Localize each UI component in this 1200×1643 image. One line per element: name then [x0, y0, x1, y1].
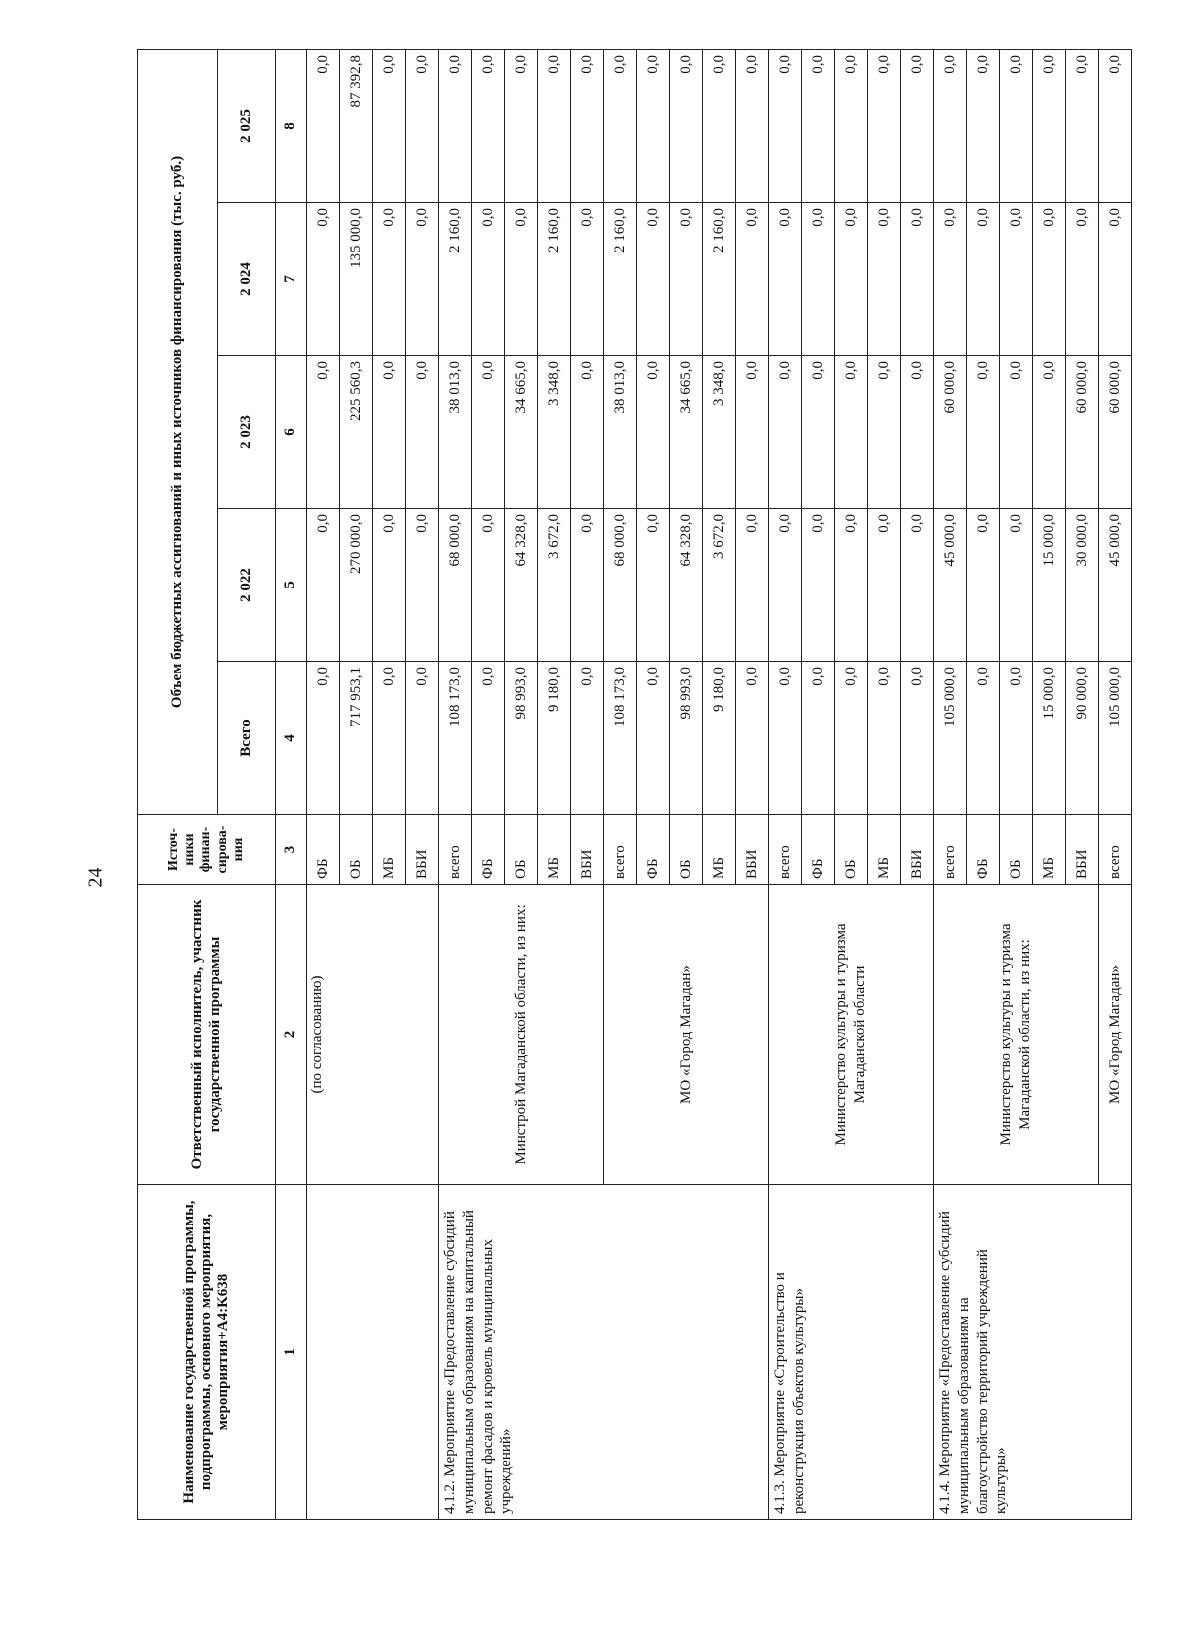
- header-budget-group: Объем бюджетных ассигнований и иных источников финансирования (тыс. руб.): [138, 50, 218, 815]
- header-year-2025: 2 025: [218, 50, 276, 203]
- source-cell: ОБ: [1000, 815, 1033, 885]
- value-cell: 0,0: [967, 50, 1000, 203]
- source-cell: ВБИ: [571, 815, 604, 885]
- value-cell: 34 665,0: [505, 356, 538, 509]
- column-index: 3: [276, 815, 307, 885]
- value-cell: 0,0: [967, 203, 1000, 356]
- value-cell: 0,0: [736, 356, 769, 509]
- executor-cell: Министерство культуры и туризма Магаданской области, из них:: [934, 885, 1099, 1185]
- column-index: 2: [276, 885, 307, 1185]
- source-cell: ФБ: [802, 815, 835, 885]
- value-cell: 0,0: [703, 50, 736, 203]
- value-cell: 0,0: [802, 203, 835, 356]
- value-cell: 0,0: [307, 50, 340, 203]
- value-cell: 0,0: [307, 203, 340, 356]
- value-cell: 0,0: [1000, 356, 1033, 509]
- column-index: 6: [276, 356, 307, 509]
- table-row: [934, 50, 967, 1520]
- value-cell: 0,0: [307, 509, 340, 662]
- value-cell: 0,0: [604, 50, 637, 203]
- value-cell: 225 560,3: [340, 356, 373, 509]
- value-cell: 0,0: [736, 203, 769, 356]
- header-executor: Ответственный исполнитель, участник государственной программы: [138, 885, 276, 1185]
- value-cell: 0,0: [571, 509, 604, 662]
- source-cell: ВБИ: [736, 815, 769, 885]
- source-cell: ФБ: [967, 815, 1000, 885]
- value-cell: 0,0: [967, 356, 1000, 509]
- value-cell: 0,0: [736, 662, 769, 815]
- source-cell: ОБ: [670, 815, 703, 885]
- value-cell: 0,0: [835, 509, 868, 662]
- source-cell: всего: [934, 815, 967, 885]
- header-program-name: Наименование государственной программы, подпрограммы, основного мероприятия, мероприятия+A4:K638: [138, 1185, 276, 1520]
- value-cell: 0,0: [967, 509, 1000, 662]
- value-cell: 0,0: [373, 509, 406, 662]
- value-cell: 0,0: [307, 662, 340, 815]
- column-index: 8: [276, 50, 307, 203]
- value-cell: 2 160,0: [439, 203, 472, 356]
- value-cell: 0,0: [769, 50, 802, 203]
- value-cell: 0,0: [373, 662, 406, 815]
- value-cell: 0,0: [802, 662, 835, 815]
- value-cell: 2 160,0: [538, 203, 571, 356]
- value-cell: 0,0: [736, 50, 769, 203]
- value-cell: 0,0: [868, 356, 901, 509]
- value-cell: 64 328,0: [505, 509, 538, 662]
- value-cell: 2 160,0: [604, 203, 637, 356]
- value-cell: 0,0: [538, 50, 571, 203]
- value-cell: 0,0: [868, 662, 901, 815]
- column-index: 5: [276, 509, 307, 662]
- header-year-2024: 2 024: [218, 203, 276, 356]
- value-cell: 0,0: [472, 203, 505, 356]
- value-cell: 0,0: [868, 509, 901, 662]
- table-row: [439, 50, 472, 1520]
- value-cell: 45 000,0: [934, 509, 967, 662]
- value-cell: 0,0: [406, 662, 439, 815]
- value-cell: 0,0: [406, 509, 439, 662]
- value-cell: 0,0: [736, 509, 769, 662]
- value-cell: 0,0: [670, 203, 703, 356]
- value-cell: 0,0: [571, 662, 604, 815]
- value-cell: 0,0: [571, 50, 604, 203]
- value-cell: 0,0: [472, 662, 505, 815]
- value-cell: 60 000,0: [1099, 356, 1132, 509]
- value-cell: 0,0: [373, 50, 406, 203]
- executor-cell: МО «Город Магадан»: [604, 885, 769, 1185]
- value-cell: 0,0: [802, 509, 835, 662]
- value-cell: 68 000,0: [439, 509, 472, 662]
- source-cell: ФБ: [472, 815, 505, 885]
- value-cell: 0,0: [439, 50, 472, 203]
- budget-table: [137, 49, 1132, 1520]
- value-cell: 0,0: [802, 50, 835, 203]
- value-cell: 0,0: [1033, 50, 1066, 203]
- value-cell: 34 665,0: [670, 356, 703, 509]
- value-cell: 0,0: [637, 662, 670, 815]
- executor-cell: Минстрой Магаданской области, из них:: [439, 885, 604, 1185]
- value-cell: 0,0: [505, 203, 538, 356]
- value-cell: 0,0: [934, 50, 967, 203]
- source-cell: МБ: [538, 815, 571, 885]
- value-cell: 98 993,0: [670, 662, 703, 815]
- source-cell: всего: [1099, 815, 1132, 885]
- value-cell: 0,0: [505, 50, 538, 203]
- value-cell: 0,0: [835, 356, 868, 509]
- source-cell: ОБ: [505, 815, 538, 885]
- source-cell: всего: [439, 815, 472, 885]
- value-cell: 0,0: [901, 203, 934, 356]
- value-cell: 0,0: [373, 356, 406, 509]
- value-cell: 0,0: [868, 203, 901, 356]
- program-name-cell: 4.1.3. Мероприятие «Строительство и реконструкция объектов культуры»: [769, 1185, 934, 1520]
- value-cell: 0,0: [868, 50, 901, 203]
- column-index: 1: [276, 1185, 307, 1520]
- value-cell: 0,0: [571, 203, 604, 356]
- rotated-table-container: [137, 50, 1123, 1520]
- value-cell: 0,0: [637, 509, 670, 662]
- value-cell: 2 160,0: [703, 203, 736, 356]
- value-cell: 0,0: [1000, 203, 1033, 356]
- source-cell: МБ: [703, 815, 736, 885]
- value-cell: 0,0: [472, 356, 505, 509]
- value-cell: 68 000,0: [604, 509, 637, 662]
- value-cell: 0,0: [637, 203, 670, 356]
- value-cell: 0,0: [472, 509, 505, 662]
- table-row: [307, 50, 340, 1520]
- source-cell: ФБ: [637, 815, 670, 885]
- value-cell: 0,0: [901, 662, 934, 815]
- value-cell: 0,0: [406, 50, 439, 203]
- value-cell: 64 328,0: [670, 509, 703, 662]
- column-index-row: [276, 50, 307, 1520]
- value-cell: 135 000,0: [340, 203, 373, 356]
- value-cell: 105 000,0: [1099, 662, 1132, 815]
- value-cell: 0,0: [1099, 50, 1132, 203]
- value-cell: 0,0: [835, 662, 868, 815]
- value-cell: 0,0: [406, 203, 439, 356]
- value-cell: 0,0: [835, 203, 868, 356]
- source-cell: всего: [769, 815, 802, 885]
- value-cell: 0,0: [1000, 509, 1033, 662]
- program-name-cell: 4.1.2. Мероприятие «Предоставление субсидий муниципальным образованиям на капитальный ремонт фасадов и кровель муниципальных учреждений»: [439, 1185, 769, 1520]
- source-cell: всего: [604, 815, 637, 885]
- value-cell: 0,0: [901, 50, 934, 203]
- source-cell: ВБИ: [406, 815, 439, 885]
- value-cell: 0,0: [901, 356, 934, 509]
- value-cell: 9 180,0: [538, 662, 571, 815]
- value-cell: 0,0: [835, 50, 868, 203]
- value-cell: 87 392,8: [340, 50, 373, 203]
- value-cell: 0,0: [1000, 662, 1033, 815]
- value-cell: 0,0: [1066, 50, 1099, 203]
- value-cell: 3 348,0: [703, 356, 736, 509]
- header-total: Всего: [218, 662, 276, 815]
- value-cell: 15 000,0: [1033, 509, 1066, 662]
- value-cell: 3 348,0: [538, 356, 571, 509]
- value-cell: 0,0: [769, 662, 802, 815]
- value-cell: 0,0: [967, 662, 1000, 815]
- source-cell: ОБ: [835, 815, 868, 885]
- value-cell: 0,0: [637, 356, 670, 509]
- source-cell: МБ: [373, 815, 406, 885]
- value-cell: 0,0: [769, 203, 802, 356]
- source-cell: ВБИ: [1066, 815, 1099, 885]
- value-cell: 0,0: [769, 356, 802, 509]
- source-cell: МБ: [868, 815, 901, 885]
- value-cell: 60 000,0: [934, 356, 967, 509]
- executor-cell: (по согласованию): [307, 885, 439, 1185]
- header-year-2023: 2 023: [218, 356, 276, 509]
- source-cell: МБ: [1033, 815, 1066, 885]
- value-cell: 0,0: [670, 50, 703, 203]
- value-cell: 108 173,0: [604, 662, 637, 815]
- value-cell: 60 000,0: [1066, 356, 1099, 509]
- table-body: [307, 50, 1132, 1520]
- value-cell: 0,0: [934, 203, 967, 356]
- executor-cell: МО «Город Магадан»: [1099, 885, 1132, 1185]
- value-cell: 0,0: [571, 356, 604, 509]
- column-index: 7: [276, 203, 307, 356]
- value-cell: 717 953,1: [340, 662, 373, 815]
- page-number: 24: [84, 867, 107, 888]
- table-row: [769, 50, 802, 1520]
- value-cell: 0,0: [769, 509, 802, 662]
- value-cell: 0,0: [1066, 203, 1099, 356]
- executor-cell: Министерство культуры и туризма Магаданской области: [769, 885, 934, 1185]
- value-cell: 45 000,0: [1099, 509, 1132, 662]
- value-cell: 0,0: [901, 509, 934, 662]
- value-cell: 30 000,0: [1066, 509, 1099, 662]
- value-cell: 0,0: [1033, 356, 1066, 509]
- source-cell: ВБИ: [901, 815, 934, 885]
- value-cell: 0,0: [373, 203, 406, 356]
- value-cell: 98 993,0: [505, 662, 538, 815]
- value-cell: 3 672,0: [538, 509, 571, 662]
- value-cell: 0,0: [1033, 203, 1066, 356]
- program-name-cell: [307, 1185, 439, 1520]
- value-cell: 105 000,0: [934, 662, 967, 815]
- value-cell: 0,0: [472, 50, 505, 203]
- value-cell: 0,0: [1000, 50, 1033, 203]
- column-index: 4: [276, 662, 307, 815]
- value-cell: 0,0: [307, 356, 340, 509]
- header-year-2022: 2 022: [218, 509, 276, 662]
- value-cell: 270 000,0: [340, 509, 373, 662]
- value-cell: 0,0: [637, 50, 670, 203]
- value-cell: 3 672,0: [703, 509, 736, 662]
- value-cell: 0,0: [406, 356, 439, 509]
- header-source: Источ- ники финан- сирова- ния: [138, 815, 276, 885]
- value-cell: 38 013,0: [439, 356, 472, 509]
- program-name-cell: 4.1.4. Мероприятие «Предоставление субсидий муниципальным образованиям на благоустройство территорий учреждений культуры»: [934, 1185, 1132, 1520]
- source-cell: ФБ: [307, 815, 340, 885]
- value-cell: 38 013,0: [604, 356, 637, 509]
- value-cell: 90 000,0: [1066, 662, 1099, 815]
- value-cell: 9 180,0: [703, 662, 736, 815]
- value-cell: 0,0: [1099, 203, 1132, 356]
- value-cell: 0,0: [802, 356, 835, 509]
- source-cell: ОБ: [340, 815, 373, 885]
- value-cell: 15 000,0: [1033, 662, 1066, 815]
- value-cell: 108 173,0: [439, 662, 472, 815]
